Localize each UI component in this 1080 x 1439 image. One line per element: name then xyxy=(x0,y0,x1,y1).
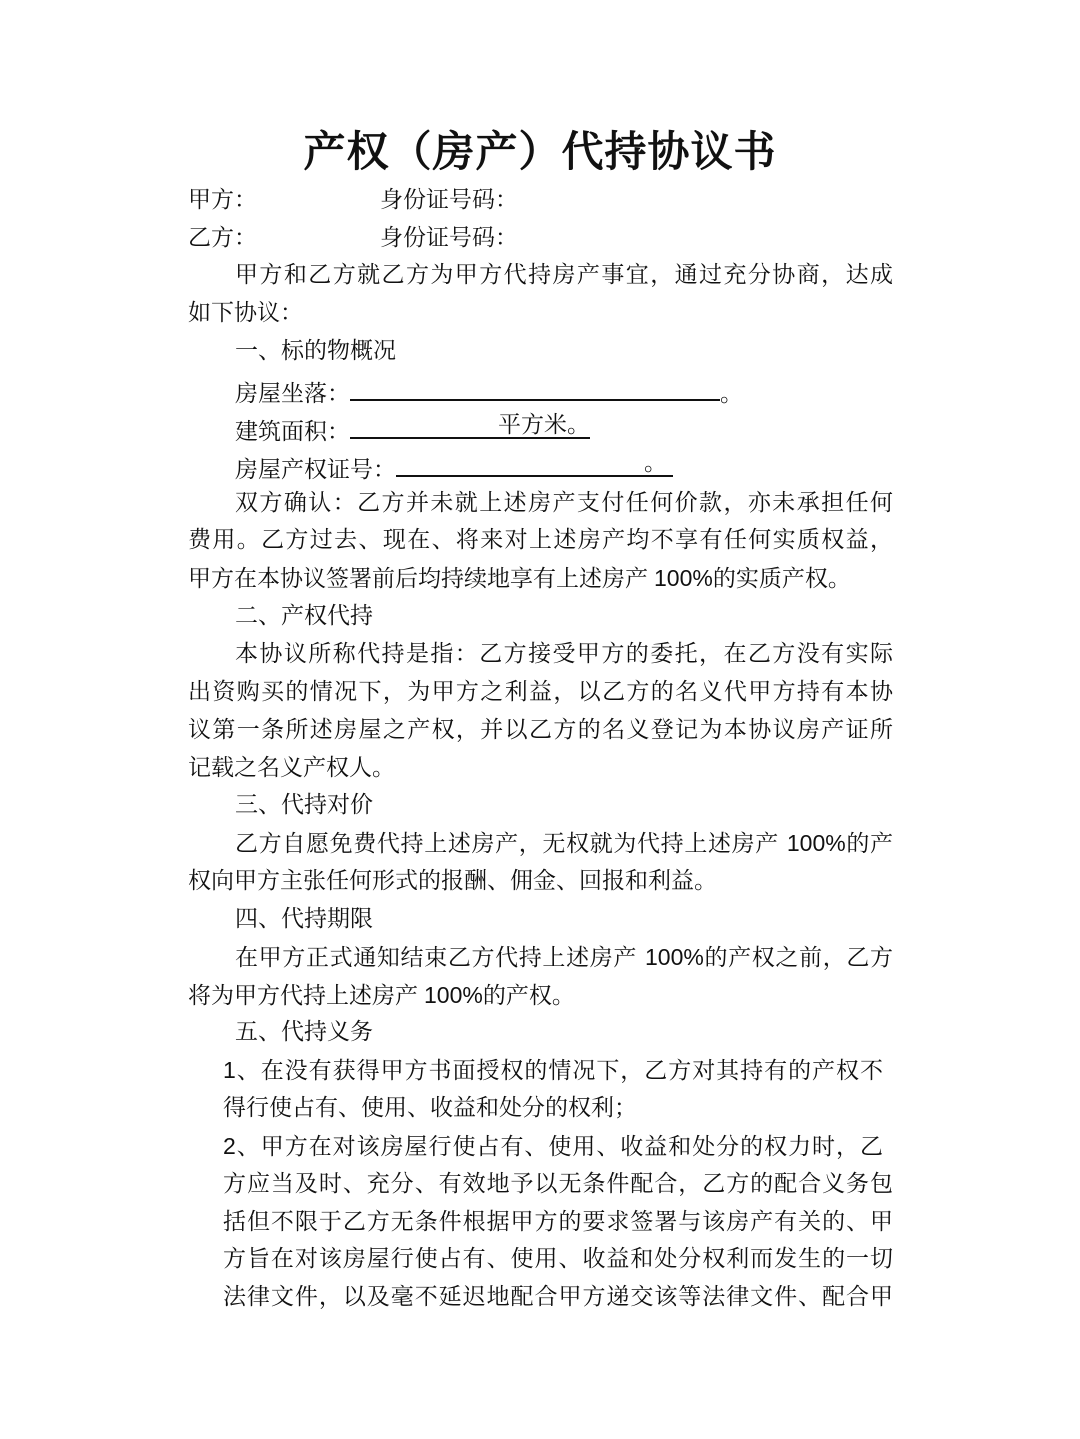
confirm-line-3-end: 的实质产权。 xyxy=(712,566,851,592)
confirm-percent: 100% xyxy=(654,565,713,591)
section-4-line-2-end: 的产权。 xyxy=(482,983,575,1009)
intro-line-1: 甲方和乙方就乙方为甲方代持房产事宜，通过充分协商，达成 xyxy=(235,262,893,288)
party-b-line xyxy=(188,220,518,256)
section-2-heading: 二、产权代持 xyxy=(235,603,373,629)
duty-2-line-4: 方旨在对该房屋行使占有、使用、收益和处分权利而发生的一切 xyxy=(223,1246,893,1272)
section-3-line-1 xyxy=(235,825,893,862)
location-label: 房屋坐落： xyxy=(235,381,350,407)
section-3-heading: 三、代持对价 xyxy=(235,792,373,818)
section-2-line-3: 议第一条所述房屋之产权，并以乙方的名义登记为本协议房产证所 xyxy=(188,717,893,743)
location-end: 。 xyxy=(720,381,743,407)
confirm-line-3 xyxy=(188,560,851,597)
duty-1-text: 、在没有获得甲方书面授权的情况下，乙方对其持有的产权不 xyxy=(235,1058,883,1084)
confirm-line-3-text: 甲方在本协议签署前后均持续地享有上述房产 xyxy=(188,566,648,592)
section-2-line-2: 出资购买的情况下，为甲方之利益，以乙方的名义代甲方持有本协 xyxy=(188,679,893,705)
section-3-line-1-end: 的产 xyxy=(845,831,894,857)
cert-line xyxy=(235,447,673,488)
section-4-percent-1: 100% xyxy=(645,944,704,970)
cert-blank xyxy=(396,447,673,477)
area-label: 建筑面积： xyxy=(235,419,350,445)
section-3-line-2: 权向甲方主张任何形式的报酬、佣金、回报和利益。 xyxy=(188,868,717,894)
duty-2-line-5: 法律文件，以及毫不延迟地配合甲方递交该等法律文件、配合甲 xyxy=(223,1284,893,1310)
party-a-line xyxy=(188,182,518,218)
section-5-heading: 五、代持义务 xyxy=(235,1019,373,1045)
confirm-line-1: 双方确认：乙方并未就上述房产支付任何价款，亦未承担任何 xyxy=(235,490,893,516)
duty-2-text: 、甲方在对该房屋行使占有、使用、收益和处分的权力时，乙 xyxy=(235,1134,883,1160)
confirm-line-2: 费用。乙方过去、现在、将来对上述房产均不享有任何实质权益， xyxy=(188,527,893,553)
page-title: 产权（房产）代持协议书 xyxy=(303,127,777,176)
section-4-line-1-text: 在甲方正式通知结束乙方代持上述房产 xyxy=(235,945,638,971)
intro-line-2: 如下协议： xyxy=(188,300,303,326)
section-3-line-1-text: 乙方自愿免费代持上述房产，无权就为代持上述房产 xyxy=(235,831,779,857)
section-4-heading: 四、代持期限 xyxy=(235,906,373,932)
cert-label: 房屋产权证号： xyxy=(235,457,396,483)
duty-2-line-2: 方应当及时、充分、有效地予以无条件配合，乙方的配合义务包 xyxy=(223,1171,893,1197)
party-a-label: 甲方： xyxy=(188,187,257,213)
section-4-line-2 xyxy=(188,977,575,1014)
location-blank xyxy=(350,371,720,401)
area-unit: 平方米。 xyxy=(498,412,590,438)
section-4-line-1 xyxy=(235,939,893,976)
area-blank xyxy=(350,409,590,439)
section-1-heading: 一、标的物概况 xyxy=(235,338,396,364)
duty-2-line-3: 括但不限于乙方无条件根据甲方的要求签署与该房产有关的、甲 xyxy=(223,1209,893,1235)
section-4-line-2-text: 将为甲方代持上述房产 xyxy=(188,983,418,1009)
section-2-line-1: 本协议所称代持是指：乙方接受甲方的委托，在乙方没有实际 xyxy=(235,641,893,667)
party-a-id-label: 身份证号码： xyxy=(380,187,518,213)
duty-1-number: 1 xyxy=(223,1057,236,1083)
duty-1-line-2: 得行使占有、使用、收益和处分的权利； xyxy=(223,1095,637,1121)
duty-2-line-1 xyxy=(223,1128,883,1165)
section-3-percent: 100% xyxy=(786,830,846,856)
duty-1-line-1 xyxy=(223,1052,883,1089)
party-b-label: 乙方： xyxy=(188,225,257,251)
party-b-id-label: 身份证号码： xyxy=(380,225,518,251)
cert-end: 。 xyxy=(644,450,667,476)
section-4-percent-2: 100% xyxy=(424,982,483,1008)
location-line xyxy=(235,371,743,412)
section-4-line-1-end: 的产权之前，乙方 xyxy=(703,945,894,971)
duty-2-number: 2 xyxy=(223,1133,236,1159)
section-2-line-4: 记载之名义产权人。 xyxy=(188,755,395,781)
area-line xyxy=(235,409,590,450)
